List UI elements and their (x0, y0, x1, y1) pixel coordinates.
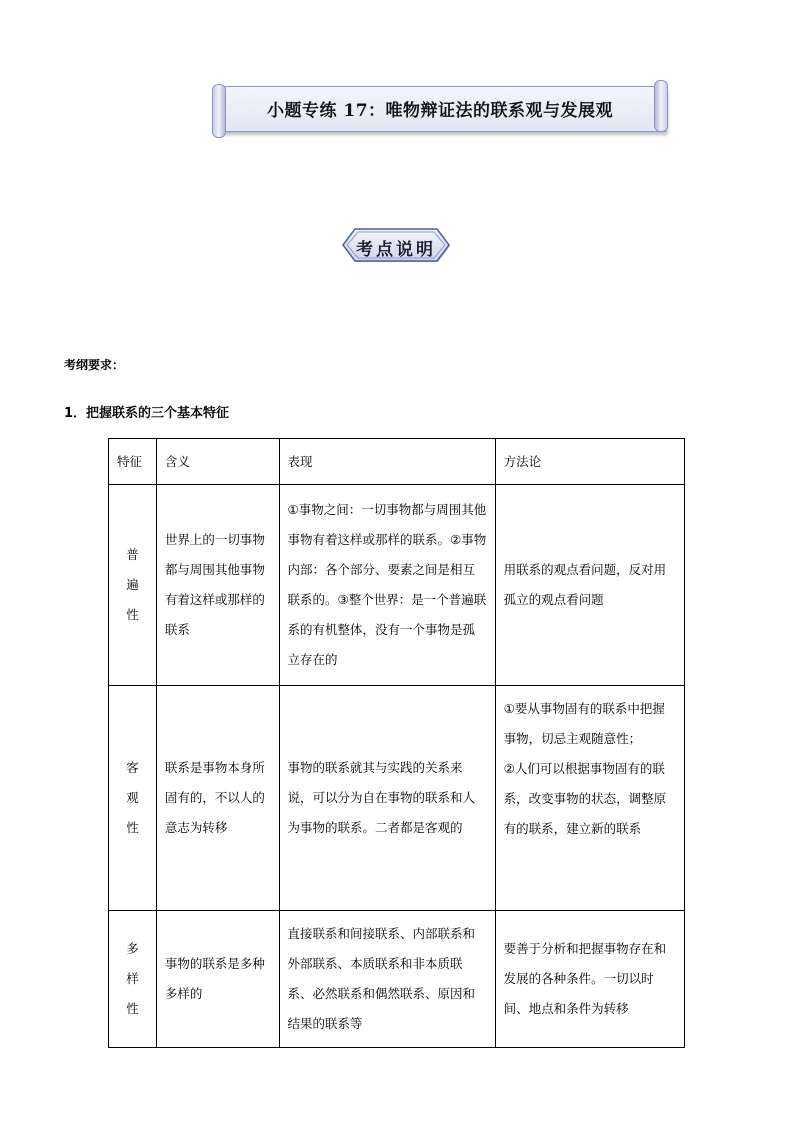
feature-cell (109, 485, 157, 686)
table-header-row (109, 439, 685, 485)
section-heading: 1．把握联系的三个基本特征 (64, 406, 230, 421)
methodology-cell (495, 686, 684, 911)
feature-char: 性 (126, 1001, 139, 1016)
header-meaning: 含义 (156, 439, 279, 485)
header-manifestation: 表现 (279, 439, 495, 485)
manifestation-cell: ①事物之间：一切事物都与周围其他事物有着这样或那样的联系。②事物内部：各个部分、要素之间是相互联系的。③整个世界：是一个普遍联系的有机整体，没有一个事物是孤立存在的 (279, 485, 495, 686)
meaning-cell: 世界上的一切事物都与周围其他事物有着这样或那样的联系 (156, 485, 279, 686)
feature-char: 性 (126, 820, 139, 835)
methodology-cell: 用联系的观点看问题，反对用孤立的观点看问题 (495, 485, 684, 686)
table-row (109, 485, 685, 686)
meaning-cell: 事物的联系是多种多样的 (156, 911, 279, 1048)
feature-char: 客 (126, 760, 139, 775)
methodology-point: ①要从事物固有的联系中把握事物，切忌主观随意性； (503, 701, 665, 746)
feature-cell (109, 686, 157, 911)
requirements-label: 考纲要求： (64, 358, 125, 372)
section-badge (341, 227, 451, 263)
methodology-cell: 要善于分析和把握事物存在和发展的各种条件。一切以时间、地点和条件为转移 (495, 911, 684, 1048)
feature-char: 性 (126, 607, 139, 622)
table-row (109, 686, 685, 911)
feature-cell (109, 911, 157, 1048)
methodology-point: ②人们可以根据事物固有的联系，改变事物的状态，调整原有的联系，建立新的联系 (503, 761, 667, 836)
features-table (108, 438, 685, 1048)
table-row (109, 911, 685, 1048)
manifestation-cell: 事物的联系就其与实践的关系来说，可以分为自在事物的联系和人为事物的联系。二者都是客观的 (279, 686, 495, 911)
page-title: 小题专练 17：唯物辩证法的联系观与发展观 (266, 101, 614, 121)
feature-char: 多 (126, 941, 139, 956)
feature-char: 观 (126, 790, 139, 805)
header-feature: 特征 (109, 439, 157, 485)
manifestation-cell: 直接联系和间接联系、内部联系和外部联系、本质联系和非本质联系、必然联系和偶然联系、原因和结果的联系等 (279, 911, 495, 1048)
header-methodology: 方法论 (495, 439, 684, 485)
feature-char: 普 (126, 547, 139, 562)
title-banner (212, 80, 668, 136)
badge-label: 考点说明 (356, 240, 436, 260)
feature-char: 遍 (126, 577, 139, 592)
feature-char: 样 (126, 971, 139, 986)
meaning-cell: 联系是事物本身所固有的，不以人的意志为转移 (156, 686, 279, 911)
